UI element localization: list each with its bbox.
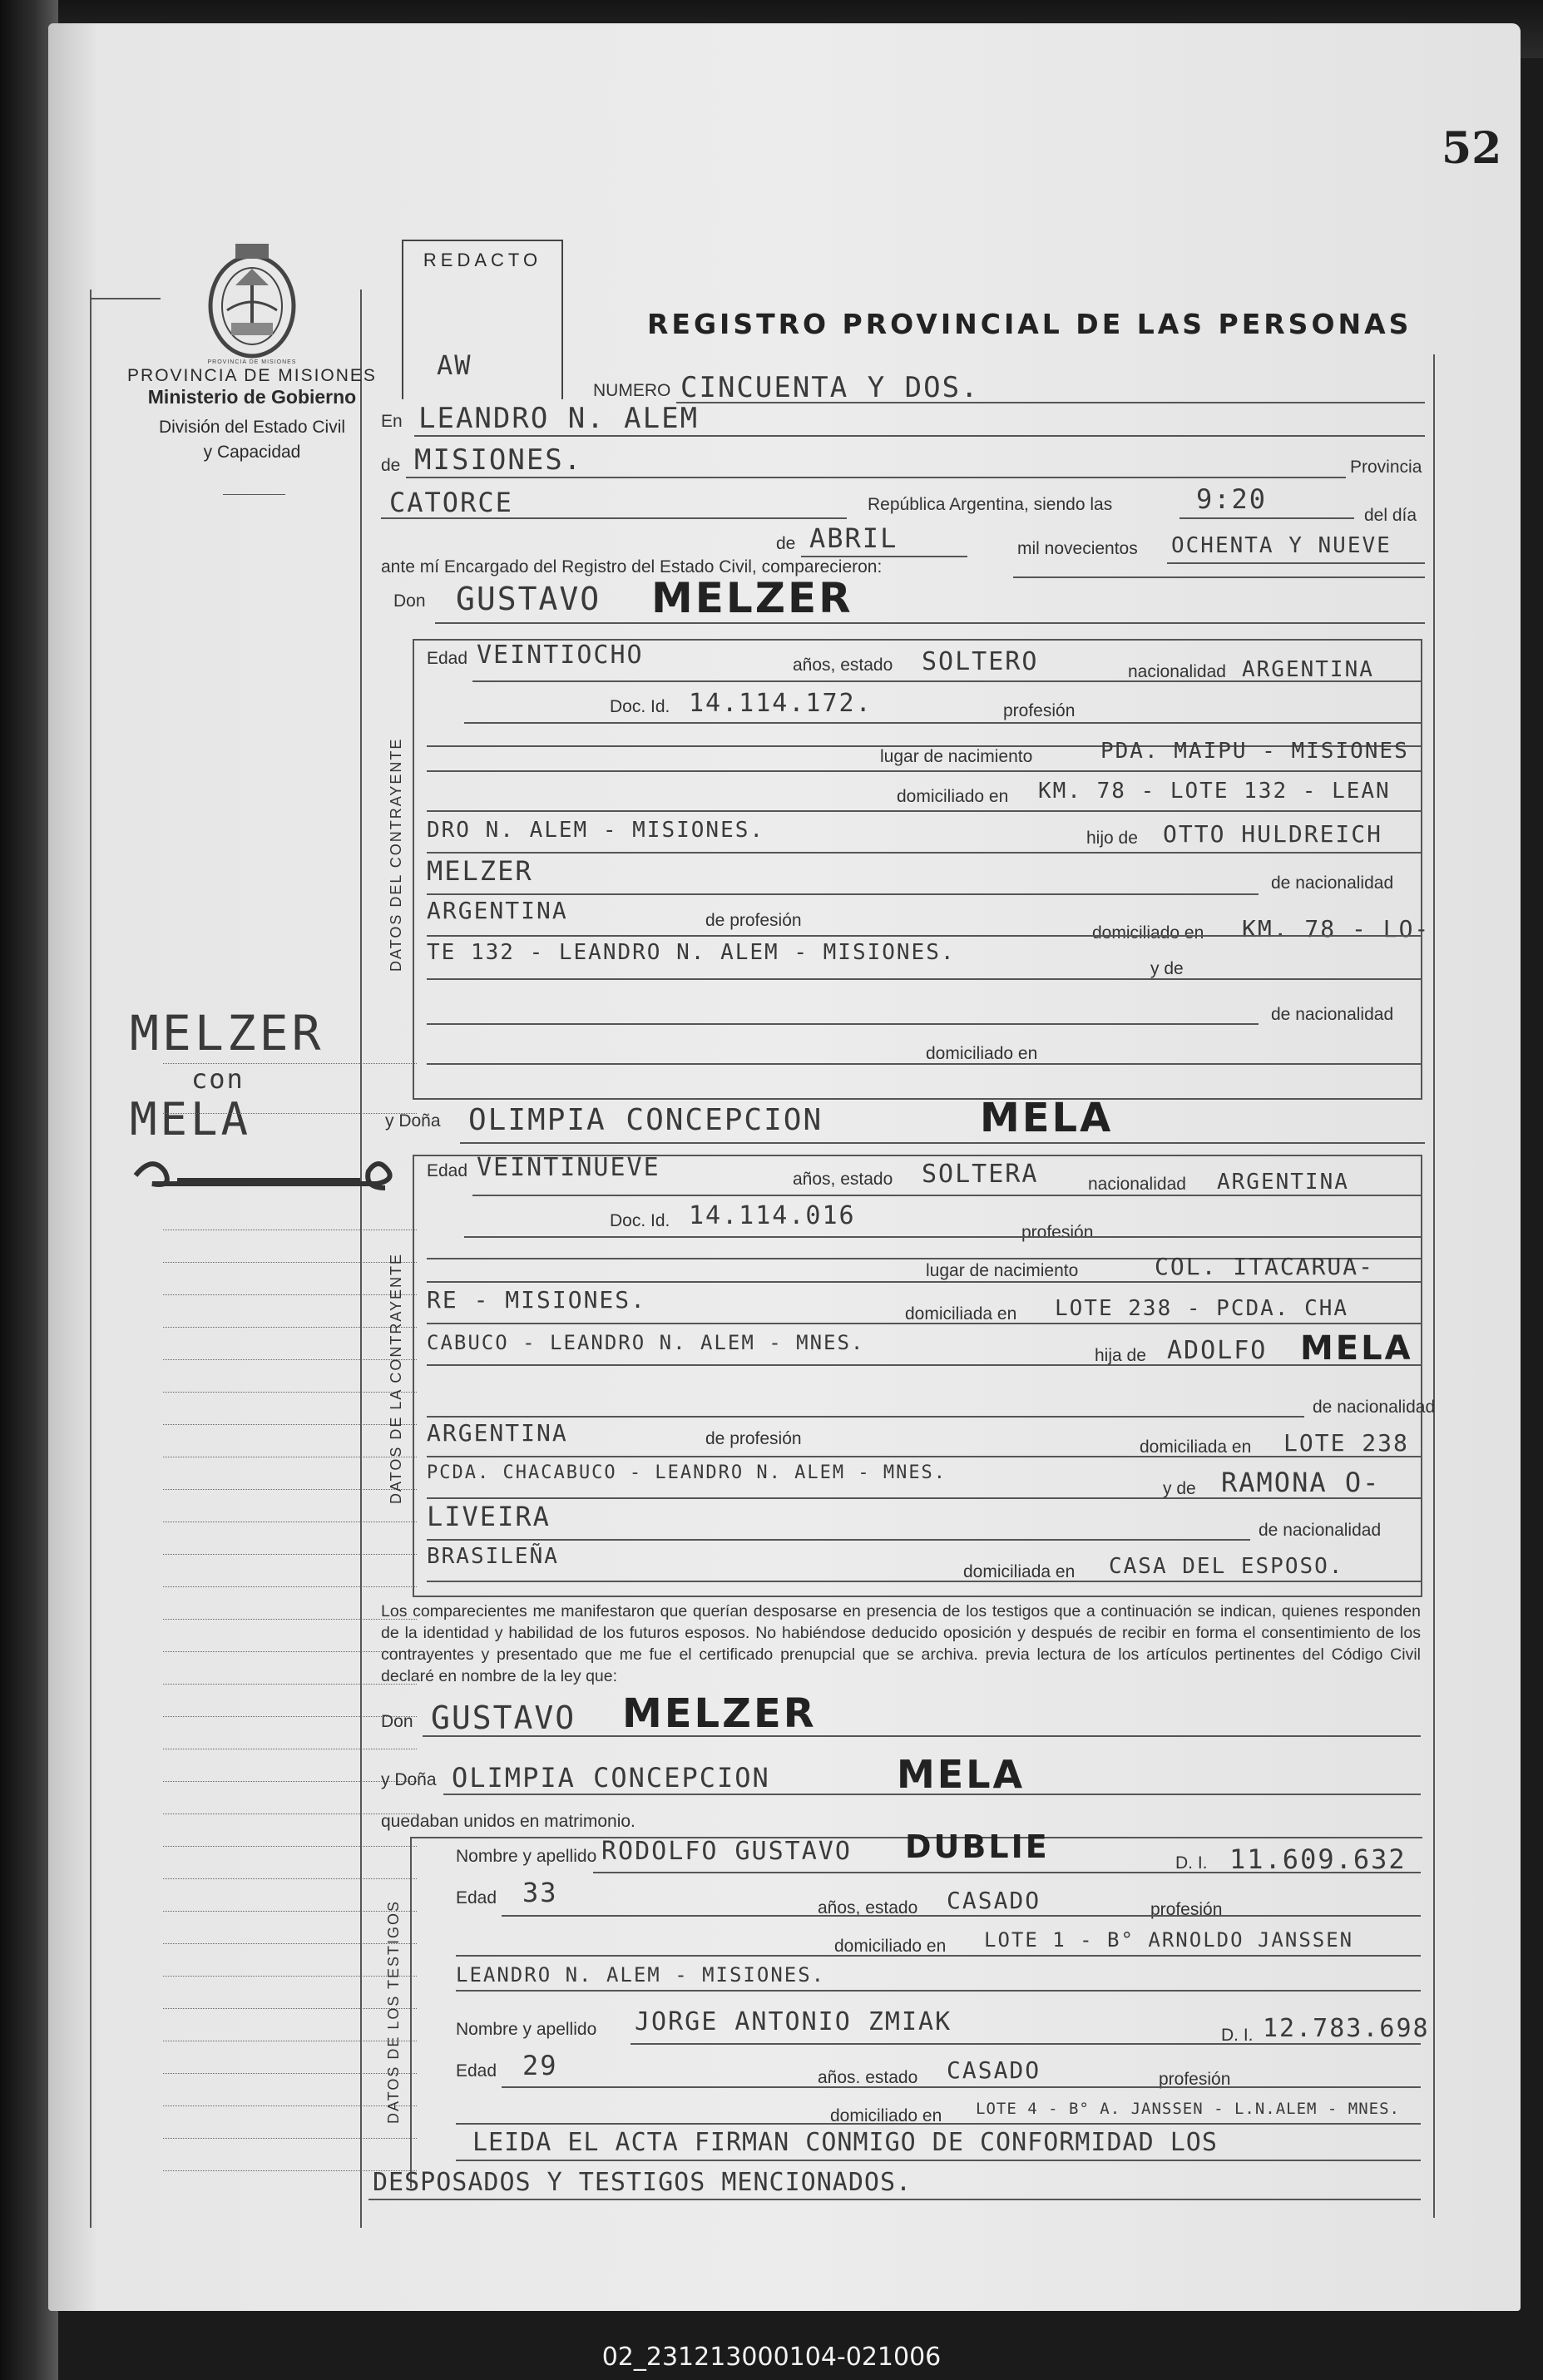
margin-note-con: con bbox=[191, 1063, 245, 1095]
bride-dom-line bbox=[427, 1323, 1421, 1324]
bride-lugar-1: COL. ITACARUA- bbox=[1155, 1253, 1375, 1280]
groom-doc-line bbox=[464, 722, 1421, 724]
bride-padre-line bbox=[427, 1416, 1304, 1418]
closing-rule-1 bbox=[456, 2160, 1421, 2161]
province-line bbox=[406, 477, 1346, 478]
t2-estado: CASADO bbox=[947, 2056, 1041, 2084]
groom-madre-nac-line bbox=[427, 1023, 1259, 1025]
mes-value: ABRIL bbox=[809, 522, 898, 554]
bride-dom-label: domiciliada en bbox=[905, 1304, 1017, 1324]
bride-madre-dom-line bbox=[427, 1581, 1421, 1582]
bride-madre-line bbox=[427, 1497, 1421, 1499]
bride-domicilio-1: LOTE 238 - PCDA. CHA bbox=[1055, 1296, 1349, 1321]
margin-ruled-line bbox=[163, 1489, 417, 1490]
ante-line bbox=[1013, 576, 1425, 578]
dona-label: y Doña bbox=[385, 1111, 441, 1131]
t2-edad: 29 bbox=[522, 2050, 558, 2081]
groom-padre-nac-label: de nacionalidad bbox=[1271, 873, 1394, 893]
bride-madre-dom-label: domiciliada en bbox=[963, 1562, 1076, 1581]
bride-madre-2: LIVEIRA bbox=[427, 1501, 551, 1532]
anio-value: OCHENTA Y NUEVE bbox=[1171, 533, 1392, 558]
t1-nombre-first: RODOLFO GUSTAVO bbox=[601, 1837, 852, 1866]
provincia-label: Provincia bbox=[1350, 458, 1422, 477]
t2-di-label: D. I. bbox=[1221, 2026, 1254, 2045]
bride-doc-line bbox=[464, 1236, 1421, 1238]
bride-nacionalidad: ARGENTINA bbox=[1217, 1170, 1349, 1195]
stamp-title: REDACTO bbox=[423, 250, 542, 270]
bride-profesion-label: profesión bbox=[1021, 1223, 1094, 1242]
t2-profesion-label: profesión bbox=[1159, 2070, 1231, 2089]
margin-ruled-line bbox=[163, 1716, 417, 1717]
closing-line-2: DESPOSADOS Y TESTIGOS MENCIONADOS. bbox=[373, 2168, 912, 2197]
groom-dom-line bbox=[427, 810, 1421, 812]
t2-dom: LOTE 4 - B° A. JANSSEN - L.N.ALEM - MNES. bbox=[976, 2100, 1400, 2118]
redacto-stamp bbox=[402, 240, 563, 399]
t2-di: 12.783.698 bbox=[1263, 2014, 1430, 2043]
t1-edad-line bbox=[502, 1915, 1421, 1917]
t1-di-label: D. I. bbox=[1175, 1853, 1208, 1873]
numero-label: NUMERO bbox=[593, 381, 671, 400]
numero-value: CINCUENTA Y DOS. bbox=[680, 371, 980, 404]
groom-surname: MELZER bbox=[651, 574, 853, 622]
t1-nombre-line bbox=[593, 1872, 1421, 1873]
bride-y-de-label: y de bbox=[1163, 1479, 1196, 1498]
dia-value: CATORCE bbox=[389, 487, 513, 518]
groom-doc: 14.114.172. bbox=[689, 689, 873, 718]
margin-ruled-line bbox=[163, 1359, 417, 1360]
margin-ruled-line bbox=[163, 1392, 417, 1393]
bride-lugar-2: RE - MISIONES. bbox=[427, 1286, 647, 1314]
margin-ruled-line bbox=[163, 2008, 417, 2009]
t1-dom-1: LOTE 1 - B° ARNOLDO JANSSEN bbox=[984, 1928, 1354, 1952]
groom-padre-nac: ARGENTINA bbox=[427, 897, 568, 924]
del-dia-label: del día bbox=[1364, 506, 1417, 525]
bride-row1-line bbox=[472, 1195, 1421, 1196]
t2-edad-line bbox=[502, 2086, 1421, 2088]
bride-padre-nac: ARGENTINA bbox=[427, 1419, 568, 1447]
t2-edad-label: Edad bbox=[456, 2061, 497, 2081]
groom-padre-2: MELZER bbox=[427, 855, 533, 887]
margin-ruled-line bbox=[163, 1619, 417, 1620]
t1-dom-line bbox=[456, 1955, 1421, 1957]
groom-estado: SOLTERO bbox=[922, 647, 1039, 676]
bride-madre-nac: BRASILEÑA bbox=[427, 1544, 559, 1569]
declaration-text: Los comparecientes me manifestaron que querían desposarse en presencia de los testigos que a continuación se indican, quienes responden de la identidad y habilidad de los futuros esposos. No habiéndose deducido oposición y después de recibir en forma el consentimiento de los contrayentes y presentado que me fue el certificado prenupcial que se archiva. previa lectura de los artículos pertinentes del Código Civil declaré en nombre de la ley que: bbox=[381, 1602, 1421, 1685]
en-label: En bbox=[381, 412, 403, 431]
decl-bride-first: OLIMPIA CONCEPCION bbox=[452, 1762, 770, 1794]
flourish-icon bbox=[127, 1150, 402, 1196]
margin-ruled-line bbox=[163, 1781, 417, 1782]
bride-padre-first: ADOLFO bbox=[1167, 1336, 1268, 1365]
groom-lugar: PDA. MAIPU - MISIONES bbox=[1100, 739, 1409, 764]
groom-name-line bbox=[435, 622, 1425, 624]
margin-ruled-line bbox=[163, 1846, 417, 1847]
groom-padre-dom-label: domiciliado en bbox=[1092, 923, 1204, 943]
groom-anios-label: años, estado bbox=[793, 656, 893, 675]
bride-lugar-label: lugar de nacimiento bbox=[926, 1261, 1079, 1280]
stamp-initials: AW bbox=[437, 349, 472, 381]
register-page bbox=[48, 23, 1521, 2311]
t1-nombre-last: DUBLIE bbox=[905, 1828, 1050, 1865]
province-value: MISIONES. bbox=[414, 443, 583, 477]
bride-hija-label: hija de bbox=[1095, 1346, 1146, 1365]
groom-padre-dom-2: TE 132 - LEANDRO N. ALEM - MISIONES. bbox=[427, 940, 956, 965]
groom-padre-prof-label: de profesión bbox=[705, 911, 802, 930]
anio-line bbox=[1167, 562, 1425, 564]
groom-doc-label: Doc. Id. bbox=[610, 697, 670, 716]
t2-anios-label: años. estado bbox=[818, 2068, 918, 2087]
t1-dom2-line bbox=[456, 1990, 1421, 1992]
form-right-border bbox=[1433, 354, 1435, 2218]
left-margin-border bbox=[90, 289, 91, 2228]
seal-legend: PROVINCIA DE MISIONES bbox=[207, 359, 297, 365]
groom-hijo-line bbox=[427, 852, 1421, 854]
margin-ruled-line bbox=[163, 2138, 417, 2139]
groom-first-name: GUSTAVO bbox=[456, 581, 601, 617]
image-caption: 02_231213000104-021006 bbox=[601, 2343, 942, 2372]
bride-hija-line bbox=[427, 1364, 1421, 1366]
margin-ruled-line bbox=[163, 1586, 417, 1587]
t2-nombre-label: Nombre y apellido bbox=[456, 2020, 597, 2039]
provincial-seal-icon bbox=[202, 235, 302, 369]
republica-label: República Argentina, siendo las bbox=[868, 495, 1113, 514]
form-left-border bbox=[360, 289, 362, 2228]
margin-ruled-line bbox=[163, 1813, 417, 1814]
division-heading-2: y Capacidad bbox=[203, 443, 301, 462]
t1-nombre-label: Nombre y apellido bbox=[456, 1847, 597, 1866]
don-label: Don bbox=[393, 591, 426, 611]
bride-lugar-line bbox=[427, 1281, 1421, 1283]
ante-text: ante mí Encargado del Registro del Estado Civil, comparecieron: bbox=[381, 557, 883, 576]
province-heading: PROVINCIA DE MISIONES bbox=[127, 366, 377, 385]
t1-edad: 33 bbox=[522, 1877, 558, 1908]
hora-value: 9:20 bbox=[1196, 483, 1268, 515]
margin-ruled-line bbox=[163, 1943, 417, 1944]
de-label: de bbox=[381, 456, 401, 475]
margin-ruled-line bbox=[163, 1554, 417, 1555]
t2-nombre: JORGE ANTONIO ZMIAK bbox=[635, 2007, 952, 2036]
bride-madre-1: RAMONA O- bbox=[1221, 1467, 1381, 1498]
margin-ruled-line bbox=[163, 1878, 417, 1879]
groom-row1-line bbox=[472, 680, 1421, 682]
decl-bride-line bbox=[443, 1794, 1421, 1795]
decl-closing: quedaban unidos en matrimonio. bbox=[381, 1812, 635, 1831]
bride-surname: MELA bbox=[980, 1095, 1114, 1141]
witnesses-side-label: DATOS DE LOS TESTIGOS bbox=[385, 1899, 402, 2124]
groom-profesion-label: profesión bbox=[1003, 701, 1076, 720]
bride-madre-nac-line bbox=[427, 1539, 1250, 1541]
heading-divider bbox=[223, 494, 285, 495]
margin-ruled-line bbox=[163, 1113, 417, 1114]
t1-anios-label: años, estado bbox=[818, 1898, 918, 1917]
groom-padre-nac-line bbox=[427, 935, 1421, 937]
margin-ruled-line bbox=[163, 1063, 417, 1064]
margin-ruled-line bbox=[163, 1424, 417, 1425]
decl-dona-label: y Doña bbox=[381, 1770, 437, 1789]
decl-bride-last: MELA bbox=[897, 1752, 1026, 1797]
bride-padre-last: MELA bbox=[1300, 1329, 1413, 1368]
t2-dom-line bbox=[456, 2123, 1421, 2125]
groom-edad-label: Edad bbox=[427, 649, 468, 668]
ministry-heading: Ministerio de Gobierno bbox=[147, 386, 357, 408]
groom-nac-label: nacionalidad bbox=[1128, 662, 1226, 681]
groom-domicilio-1: KM. 78 - LOTE 132 - LEAN bbox=[1038, 779, 1391, 804]
groom-dom-label: domiciliado en bbox=[897, 787, 1009, 806]
margin-ruled-line bbox=[163, 1911, 417, 1912]
place-line bbox=[414, 435, 1425, 437]
groom-madre-dom-line bbox=[427, 1063, 1421, 1065]
groom-edad: VEINTIOCHO bbox=[477, 641, 644, 670]
bride-padre-dom-label: domiciliada en bbox=[1140, 1437, 1252, 1457]
document-title: REGISTRO PROVINCIAL DE LAS PERSONAS bbox=[647, 308, 1412, 340]
bride-first-name: OLIMPIA CONCEPCION bbox=[468, 1103, 823, 1137]
bride-nac-label: nacionalidad bbox=[1088, 1175, 1186, 1194]
decl-groom-line bbox=[423, 1735, 1421, 1737]
bride-padre-dom-1: LOTE 238 bbox=[1283, 1429, 1409, 1457]
decl-groom-last: MELZER bbox=[622, 1690, 817, 1737]
t1-di: 11.609.632 bbox=[1229, 1843, 1407, 1875]
t1-dom-label: domiciliado en bbox=[834, 1937, 947, 1956]
margin-ruled-line bbox=[163, 1262, 417, 1263]
groom-padre-dom-1: KM. 78 - LO- bbox=[1242, 915, 1431, 943]
bride-padre-dom-2: PCDA. CHACABUCO - LEANDRO N. ALEM - MNES. bbox=[427, 1462, 947, 1483]
groom-hijo-label: hijo de bbox=[1086, 829, 1138, 848]
groom-data-box bbox=[413, 639, 1422, 1100]
t1-dom-2: LEANDRO N. ALEM - MISIONES. bbox=[456, 1963, 826, 1987]
bride-anios-label: años, estado bbox=[793, 1170, 893, 1189]
t1-edad-label: Edad bbox=[456, 1888, 497, 1907]
bride-side-label: DATOS DE LA CONTRAYENTE bbox=[388, 1252, 404, 1504]
de-mes-label: de bbox=[776, 534, 796, 553]
bride-estado: SOLTERA bbox=[922, 1160, 1039, 1189]
groom-madre-dom-label: domiciliado en bbox=[926, 1044, 1038, 1063]
groom-domicilio-2: DRO N. ALEM - MISIONES. bbox=[427, 818, 765, 843]
bride-madre-dom: CASA DEL ESPOSO. bbox=[1109, 1554, 1344, 1579]
top-rule-left bbox=[90, 298, 161, 299]
t1-estado: CASADO bbox=[947, 1887, 1041, 1914]
groom-padre-line bbox=[427, 893, 1259, 895]
groom-nacionalidad: ARGENTINA bbox=[1242, 657, 1374, 682]
margin-ruled-line bbox=[163, 2073, 417, 2074]
decl-don-label: Don bbox=[381, 1712, 413, 1731]
bride-padre-prof-label: de profesión bbox=[705, 1429, 802, 1448]
t2-nombre-line bbox=[631, 2043, 1421, 2045]
margin-ruled-line bbox=[163, 1976, 417, 1977]
t2-dom-label: domiciliado en bbox=[830, 2106, 942, 2125]
t1-profesion-label: profesión bbox=[1150, 1900, 1223, 1919]
margin-ruled-line bbox=[163, 1294, 417, 1295]
margin-note-surname-1: MELZER bbox=[130, 1005, 324, 1061]
margin-note-surname-2: MELA bbox=[130, 1093, 252, 1145]
closing-rule-2 bbox=[368, 2199, 1421, 2200]
bride-padre-nac-label: de nacionalidad bbox=[1313, 1398, 1436, 1417]
margin-ruled-line bbox=[163, 1684, 417, 1685]
numero-line bbox=[676, 402, 1425, 403]
mil-label: mil novecientos bbox=[1017, 539, 1138, 558]
dia-line-a bbox=[381, 517, 847, 519]
groom-madre-line bbox=[427, 978, 1421, 980]
place-value: LEANDRO N. ALEM bbox=[418, 402, 700, 435]
hora-line bbox=[1180, 517, 1354, 519]
closing-line-1: LEIDA EL ACTA FIRMAN CONMIGO DE CONFORMIDAD LOS bbox=[472, 2128, 1218, 2157]
division-heading-1: División del Estado Civil bbox=[158, 418, 346, 437]
bride-domicilio-2: CABUCO - LEANDRO N. ALEM - MNES. bbox=[427, 1331, 865, 1354]
margin-ruled-line bbox=[163, 1327, 417, 1328]
groom-y-de-label: y de bbox=[1150, 959, 1184, 978]
bride-madre-nac-label: de nacionalidad bbox=[1259, 1521, 1382, 1540]
bride-edad: VEINTINUEVE bbox=[477, 1153, 660, 1182]
bride-name-line bbox=[460, 1142, 1425, 1144]
groom-lugar-label: lugar de nacimiento bbox=[880, 747, 1033, 766]
bride-doc: 14.114.016 bbox=[689, 1201, 856, 1230]
groom-lugar-line bbox=[427, 770, 1421, 772]
decl-groom-first: GUSTAVO bbox=[431, 1700, 576, 1736]
bride-doc-label: Doc. Id. bbox=[610, 1211, 670, 1230]
margin-ruled-line bbox=[163, 1651, 417, 1652]
groom-padre-1: OTTO HULDREICH bbox=[1163, 820, 1383, 848]
groom-side-label: DATOS DEL CONTRAYENTE bbox=[388, 737, 404, 972]
bride-padre-nac-line bbox=[427, 1456, 1421, 1457]
margin-ruled-line bbox=[163, 2105, 417, 2106]
groom-madre-nac-label: de nacionalidad bbox=[1271, 1005, 1394, 1024]
page-number: 52 bbox=[1442, 123, 1502, 174]
bride-edad-label: Edad bbox=[427, 1161, 468, 1180]
